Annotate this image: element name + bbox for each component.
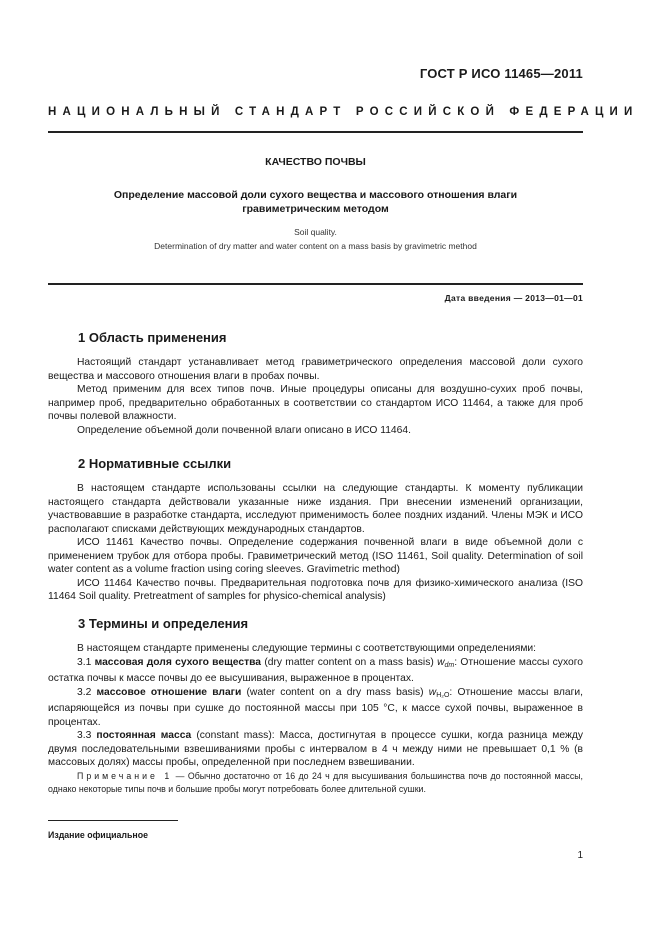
paragraph: В настоящем стандарте применены следующие термины с соответствующими определениями:: [77, 643, 537, 654]
term-number: 3.1: [77, 656, 92, 668]
term-symbol: w: [437, 656, 445, 668]
reference-iso-11461: ИСО 11461 Качество почвы. Определение содержания почвенной влаги в виде объемной доли с применением трубок для отбора пробы. Гравиметрический метод (ISO 11461, Soil quality. Determination of soil water content as a volume fraction using coring sleeves. Gravimetric method): [48, 537, 583, 575]
paragraph: Определение объемной доли почвенной влаги описано в ИСО 11464.: [77, 424, 411, 436]
paragraph: В настоящем стандарте использованы ссылки на следующие стандарты. К моменту публикации настоящего стандарта действовали указанные ниже издания. При внесении изменений организации, участвовавшие в разработке стандарта, исследуют применимость более поздних изданий. Члены МЭК и ИСО располагают списками действующих международных стандартов.: [48, 483, 583, 535]
subtitle-line-1: Определение массовой доли сухого вещества и массового отношения влаги: [113, 189, 518, 201]
term-english: (dry matter content on a mass basis): [264, 656, 434, 668]
footer-rule: [48, 820, 178, 821]
term-name: массовая доля сухого вещества: [94, 656, 262, 668]
term-name: массовое отношение влаги: [96, 686, 242, 698]
english-title-line-2: Determination of dry matter and water content on a mass basis by gravimetric method: [154, 240, 477, 251]
term-3-1: [48, 656, 583, 686]
document-title: КАЧЕСТВО ПОЧВЫ: [265, 156, 366, 168]
term-english: (water content on a dry mass basis): [246, 686, 424, 698]
term-definition: Масса, достигнутая в процессе сушки, когда разница между двумя последовательными взвешиваниями пробы с интервалом в 4 ч между ними не превышает 0,1 % (в массовых долях) массы пробы, определенной при последнем взвешивании.: [48, 730, 583, 768]
section-2-heading: 2 Нормативные ссылки: [78, 456, 232, 471]
page-number: 1: [577, 850, 583, 861]
note-1: [48, 770, 583, 796]
term-symbol-subscript: H₂O: [436, 691, 450, 699]
term-number: 3.3: [77, 730, 92, 741]
term-definition: : Отношение массы влаги, испаряющейся из почвы при сушке до постоянной массы при 105 °С, к массе сухой почвы, выраженное в процентах.: [48, 686, 583, 728]
section-3-body: [48, 642, 583, 770]
term-3-2: [48, 686, 583, 730]
introduction-date: Дата введения — 2013—01—01: [444, 293, 583, 303]
term-symbol: w: [428, 686, 437, 698]
paragraph: Метод применим для всех типов почв. Иные процедуры описаны для воздушно-сухих проб почвы, например проб, предварительно обработанных в соответствии со стандартом ИСО 11464, а также для проб почвы полевой влажности.: [48, 384, 583, 422]
title-rule: [48, 283, 583, 285]
section-2-body: [48, 482, 583, 604]
note-label: Примечание 1: [77, 771, 173, 781]
term-3-3: [48, 729, 583, 770]
term-definition: : Отношение массы сухого остатка почвы к массе почвы до ее высушивания, выраженное в процентах.: [48, 656, 583, 684]
header-rule: [48, 131, 583, 133]
national-standard-banner: НАЦИОНАЛЬНЫЙ СТАНДАРТ РОССИЙСКОЙ ФЕДЕРАЦИИ: [48, 106, 639, 118]
document-code: ГОСТ Р ИСО 11465—2011: [419, 66, 583, 81]
section-3-heading: 3 Термины и определения: [78, 616, 249, 631]
english-title-line-1: Soil quality.: [294, 227, 337, 237]
section-1-body: [48, 356, 583, 437]
note-text: — Обычно достаточно от 16 до 24 ч для высушивания большинства почв до постоянной массы, однако некоторые типы почв и большие пробы могут потребовать более длительной сушки.: [48, 771, 583, 794]
term-number: 3.2: [77, 686, 92, 698]
subtitle-line-2: гравиметрическим методом: [242, 203, 389, 215]
paragraph: Настоящий стандарт устанавливает метод гравиметрического определения массовой доли сухого вещества и массового отношения влаги в пробах почвы.: [48, 357, 583, 382]
official-edition-label: Издание официальное: [48, 830, 148, 840]
english-title: [48, 226, 583, 253]
reference-iso-11464: ИСО 11464 Качество почвы. Предварительная подготовка почв для физико-химического анализа (ISO 11464 Soil quality. Pretreatment of samples for physico-chemical analysis): [48, 577, 583, 602]
document-subtitle: [48, 188, 583, 216]
term-name: постоянная масса: [96, 730, 192, 741]
term-symbol-subscript: dm: [444, 661, 455, 669]
section-1-heading: 1 Область применения: [78, 330, 227, 345]
term-english: (constant mass):: [196, 730, 275, 741]
